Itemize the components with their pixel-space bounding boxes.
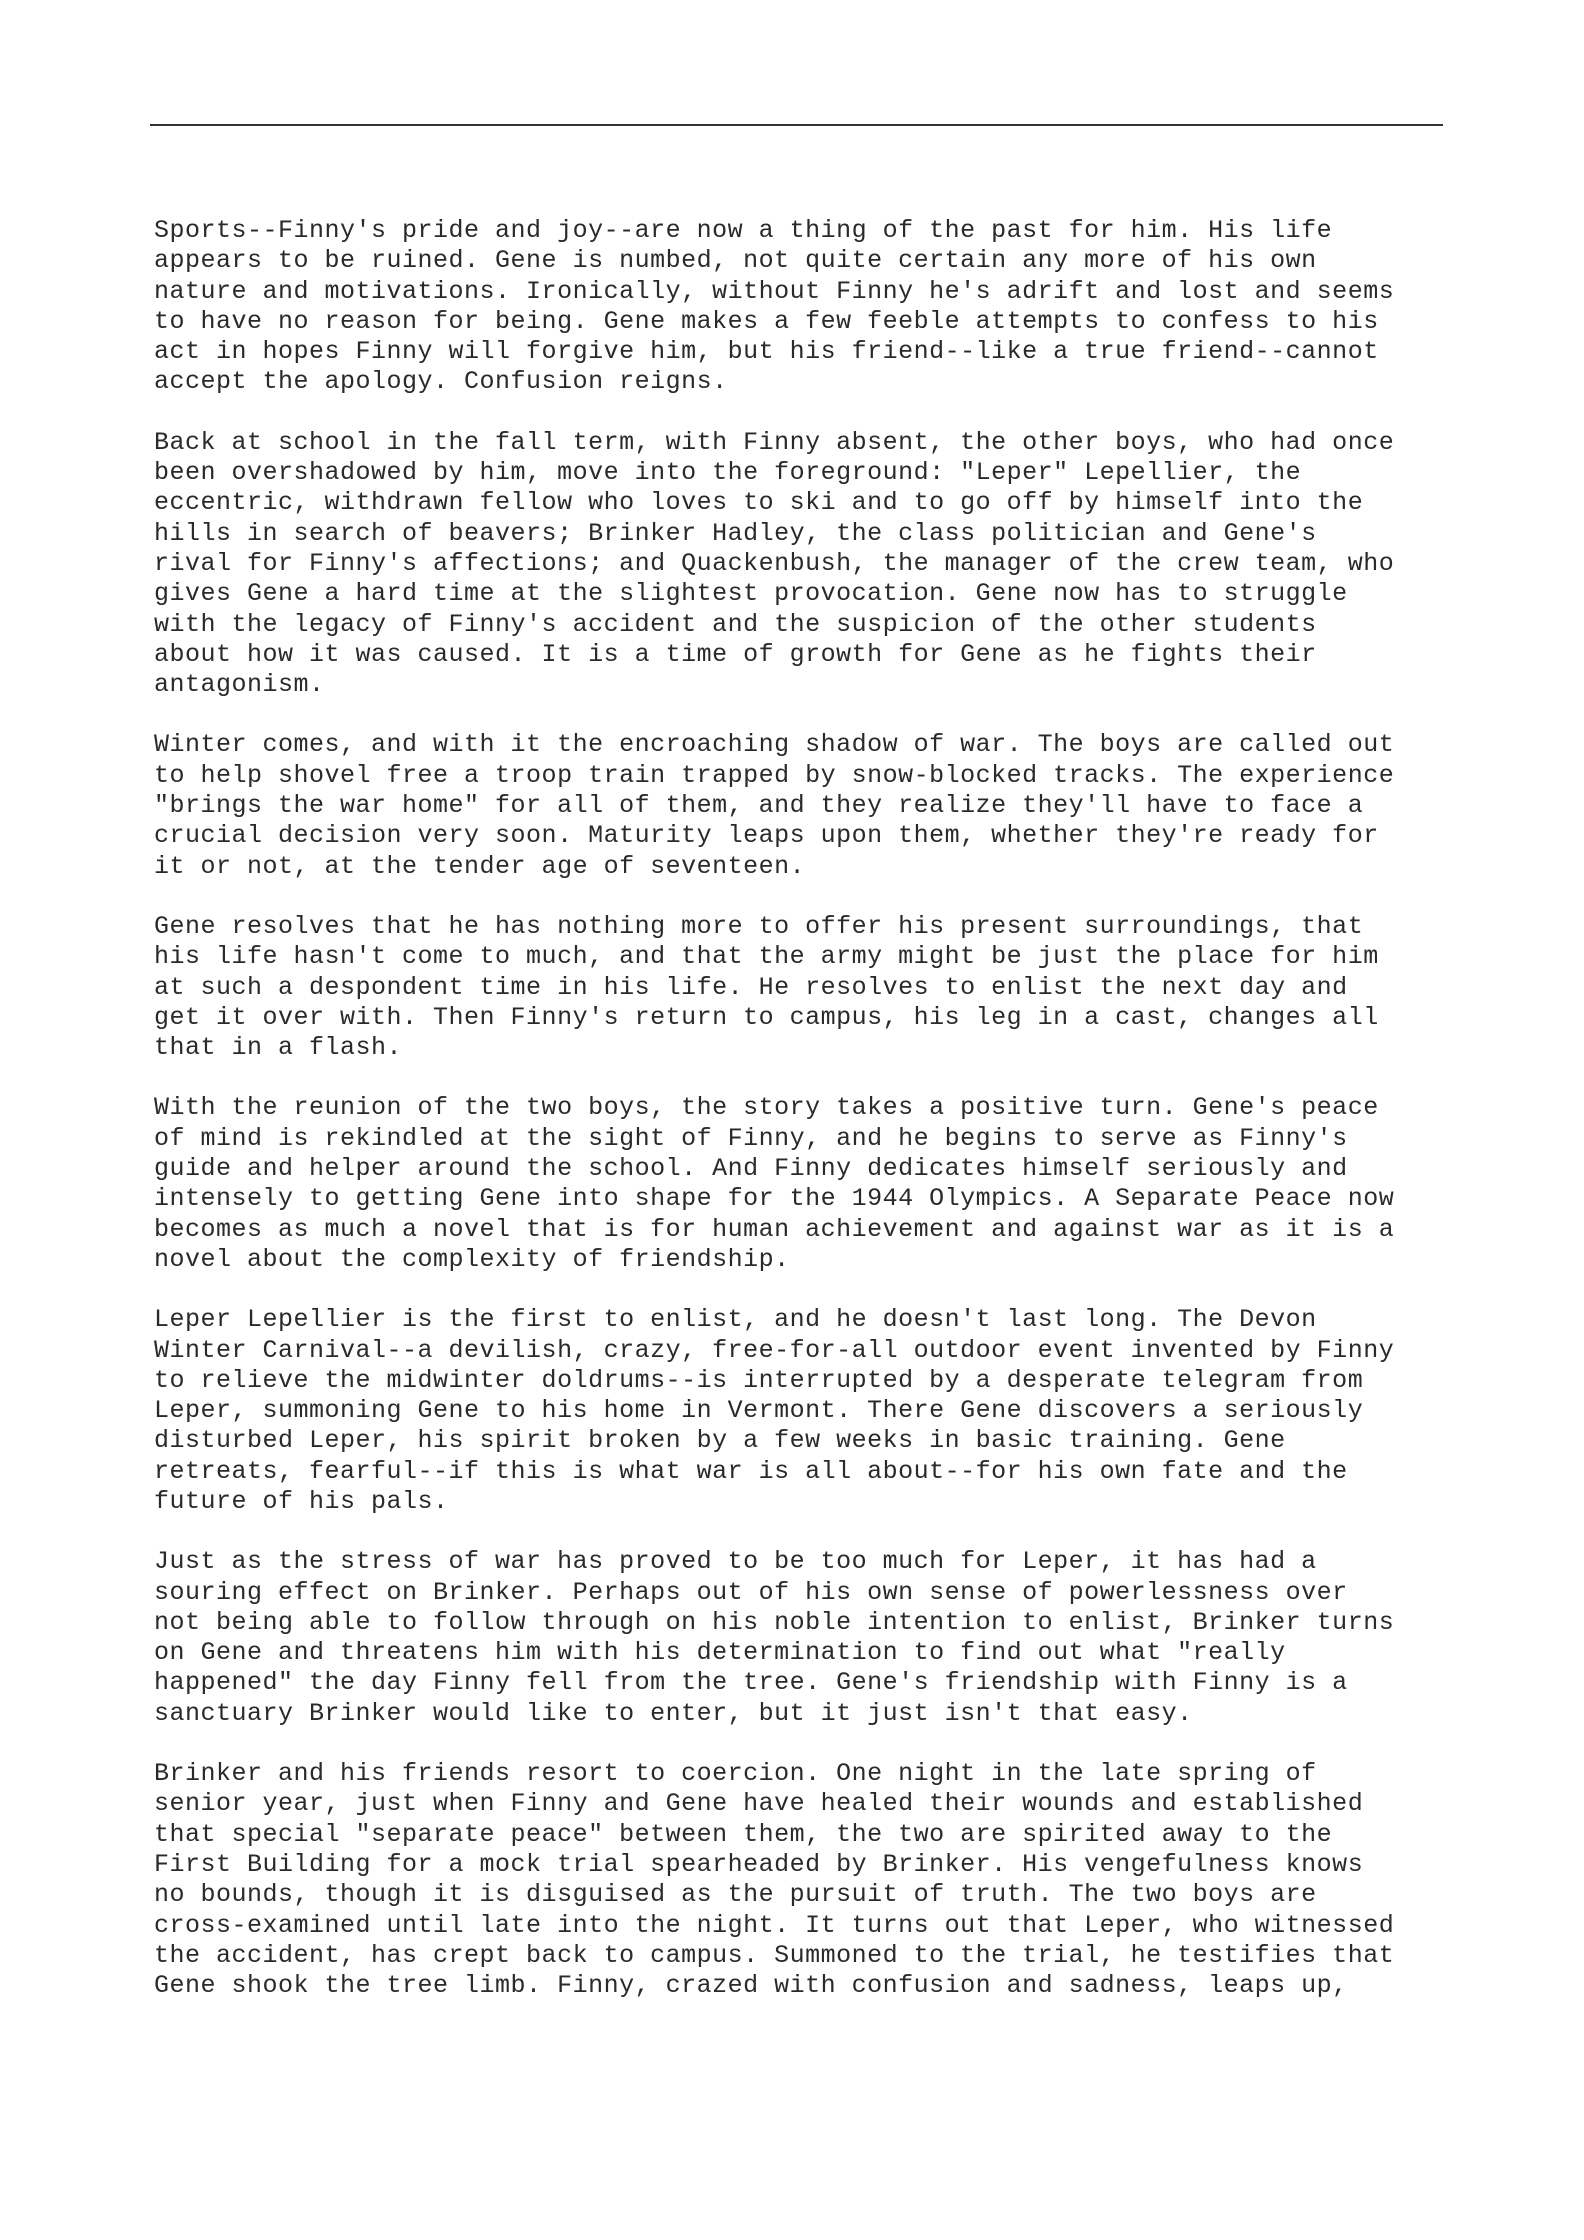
document-body xyxy=(154,216,1454,2031)
paragraph: Just as the stress of war has proved to be too much for Leper, it has had a souring effect on Brinker. Perhaps out of his own sense of powerlessness over not being able to follow through on his noble intention to enlist, Brinker turns on Gene and threatens him with his determination to find out what "really happened" the day Finny fell from the tree. Gene's friendship with Finny is a sanctuary Brinker would like to enter, but it just isn't that easy. xyxy=(154,1547,1395,1728)
paragraph: Gene resolves that he has nothing more to offer his present surroundings, that his life hasn't come to much, and that the army might be just the place for him at such a despondent time in his life. He resolves to enlist the next day and get it over with. Then Finny's return to campus, his leg in a cast, changes all that in a flash. xyxy=(154,911,1379,1063)
paragraph: Sports--Finny's pride and joy--are now a thing of the past for him. His life appears to be ruined. Gene is numbed, not quite certain any more of his own nature and motivations. Ironically, without Finny he's adrift and lost and seems to have no reason for being. Gene makes a few feeble attempts to confess to his act in hopes Finny will forgive him, but his friend--like a true friend--cannot accept the apology. Confusion reigns. xyxy=(154,216,1395,397)
paragraph: Brinker and his friends resort to coercion. One night in the late spring of senior year, just when Finny and Gene have healed their wounds and established that special "separate peace" between them, the two are spirited away to the First Building for a mock trial spearheaded by Brinker. His vengefulness knows no bounds, though it is disguised as the pursuit of truth. The two boys are cross-examined until late into the night. It turns out that Leper, who witnessed the accident, has crept back to campus. Summoned to the trial, he testifies that Gene shook the tree limb. Finny, crazed with confusion and sadness, leaps up, xyxy=(154,1759,1395,2001)
paragraph: With the reunion of the two boys, the story takes a positive turn. Gene's peace of mind is rekindled at the sight of Finny, and he begins to serve as Finny's guide and helper around the school. And Finny dedicates himself seriously and intensely to getting Gene into shape for the 1944 Olympics. A Separate Peace now becomes as much a novel that is for human achievement and against war as it is a novel about the complexity of friendship. xyxy=(154,1093,1395,1274)
paragraph: Back at school in the fall term, with Finny absent, the other boys, who had once been overshadowed by him, move into the foreground: "Leper" Lepellier, the eccentric, withdrawn fellow who loves to ski and to go off by himself into the hills in search of beavers; Brinker Hadley, the class politician and Gene's rival for Finny's affections; and Quackenbush, the manager of the crew team, who gives Gene a hard time at the slightest provocation. Gene now has to struggle with the legacy of Finny's accident and the suspicion of the other students about how it was caused. It is a time of growth for Gene as he fights their antagonism. xyxy=(154,427,1395,700)
header-rule xyxy=(150,124,1443,126)
paragraph: Leper Lepellier is the first to enlist, and he doesn't last long. The Devon Winter Carnival--a devilish, crazy, free-for-all outdoor event invented by Finny to relieve the midwinter doldrums--is interrupted by a desperate telegram from Leper, summoning Gene to his home in Vermont. There Gene discovers a seriously disturbed Leper, his spirit broken by a few weeks in basic training. Gene retreats, fearful--if this is what war is all about--for his own fate and the future of his pals. xyxy=(154,1305,1395,1516)
paragraph: Winter comes, and with it the encroaching shadow of war. The boys are called out to help shovel free a troop train trapped by snow-blocked tracks. The experience "brings the war home" for all of them, and they realize they'll have to face a crucial decision very soon. Maturity leaps upon them, whether they're ready for it or not, at the tender age of seventeen. xyxy=(154,730,1395,881)
